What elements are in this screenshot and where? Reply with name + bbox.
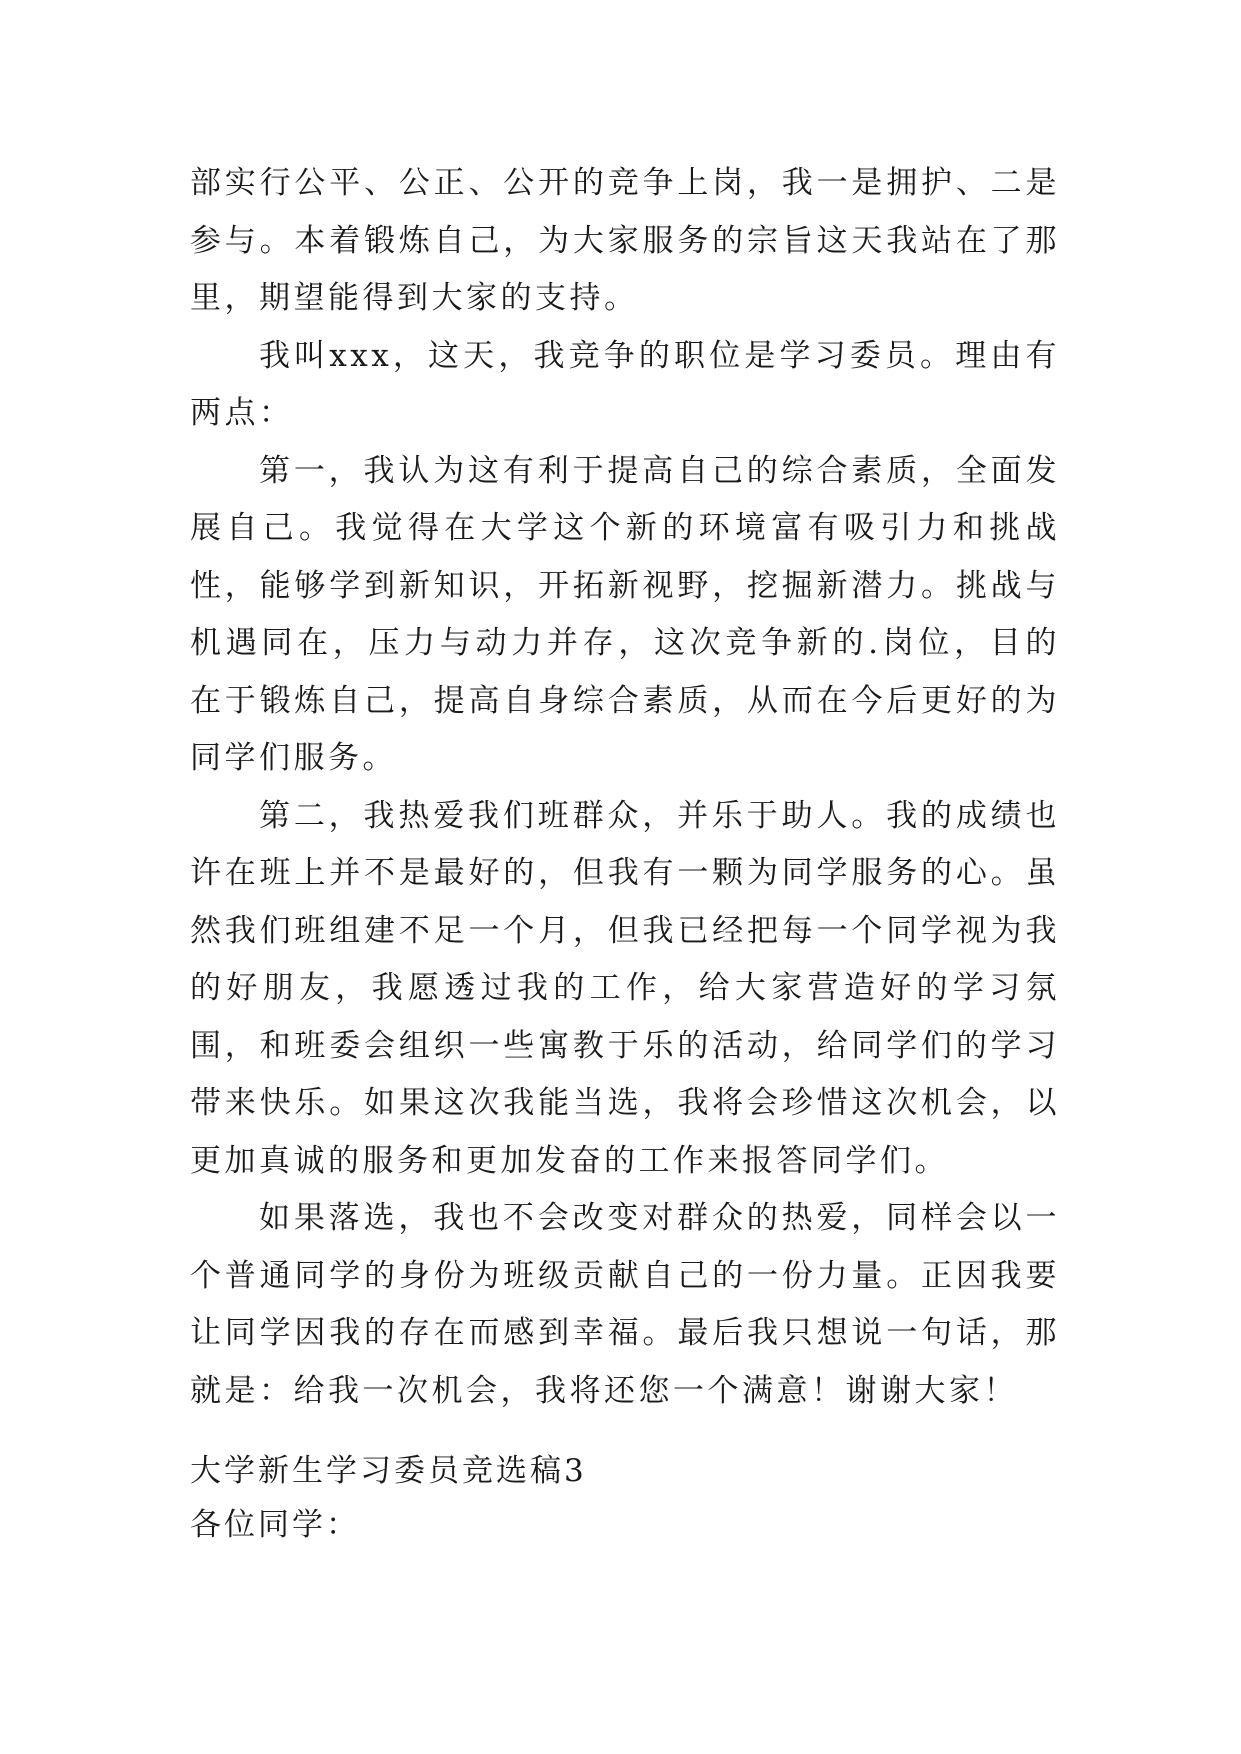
paragraph-reason-two: 第二，我热爱我们班群众，并乐于助人。我的成绩也许在班上并不是最好的，但我有一颗为同学服务的心。虽然我们班组建不足一个月，但我已经把每一个同学视为我的好朋友，我愿透过我的工作，给大家营造好的学习氛围，和班委会组织一些寓教于乐的活动，给同学们的学习带来快乐。如果这次我能当选，我将会珍惜这次机会，以更加真诚的服务和更加发奋的工作来报答同学们。 <box>190 797 1060 1179</box>
paragraph-continuation: 部实行公平、公正、公开的竞争上岗，我一是拥护、二是参与。本着锻炼自己，为大家服务的宗旨这天我站在了那里，期望能得到大家的支持。 <box>190 165 1060 316</box>
paragraph-reason-one: 第一，我认为这有利于提高自己的综合素质，全面发展自己。我觉得在大学这个新的环境富有吸引力和挑战性，能够学到新知识，开拓新视野，挖掘新潜力。挑战与机遇同在，压力与动力并存，这次竞争新的.岗位，目的在于锻炼自己，提高自身综合素质，从而在今后更好的为同学们服务。 <box>190 452 1060 776</box>
paragraph-introduction: 我叫xxx，这天，我竞争的职位是学习委员。理由有两点： <box>190 337 1060 431</box>
salutation: 各位同学： <box>190 1507 360 1543</box>
section-heading: 大学新生学习委员竞选稿3 <box>190 1453 587 1489</box>
paragraph-closing: 如果落选，我也不会改变对群众的热爱，同样会以一个普通同学的身份为班级贡献自己的一份力量。正因我要让同学因我的存在而感到幸福。最后我只想说一句话，那就是：给我一次机会，我将还您一个满意！谢谢大家！ <box>190 1200 1060 1409</box>
body-text <box>190 155 1060 1420</box>
